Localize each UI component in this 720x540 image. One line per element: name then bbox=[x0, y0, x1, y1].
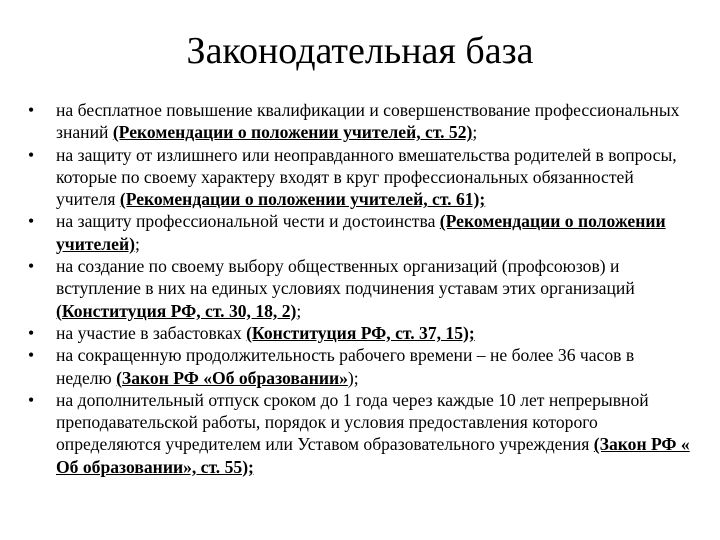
item-text: на создание по своему выбору общественных организаций (профсоюзов) и вступление в них на единых условиях подчинения уставам этих организаций bbox=[56, 256, 635, 299]
item-tail: ); bbox=[347, 367, 359, 388]
rights-list bbox=[28, 99, 690, 478]
bullet-icon: • bbox=[28, 345, 35, 366]
bullet-icon: • bbox=[28, 100, 35, 120]
legal-reference: (Рекомендации о положении учителей, ст. 61); bbox=[119, 189, 486, 210]
bullet-icon: • bbox=[28, 144, 35, 165]
legal-reference: (Конституция РФ, ст. 30, 18, 2) bbox=[56, 300, 297, 321]
page-title: Законодательная база bbox=[186, 30, 534, 72]
bullet-icon: • bbox=[28, 256, 35, 277]
item-text: на защиту профессиональной чести и достоинства bbox=[56, 211, 440, 232]
list-item bbox=[28, 210, 690, 255]
list-item bbox=[28, 344, 690, 389]
list-item bbox=[28, 322, 690, 344]
list-item bbox=[28, 389, 690, 478]
legal-reference: (Закон РФ « Об образовании», ст. 55); bbox=[56, 434, 690, 477]
item-text: на защиту от излишнего или неоправданного вмешательства родителей в вопросы, которые по своему характеру входят в круг профессиональных обязанностей учителя bbox=[56, 144, 677, 210]
legal-reference: (Закон РФ «Об образовании» bbox=[116, 367, 348, 388]
item-tail: ; bbox=[296, 300, 302, 321]
item-text: на бесплатное повышение квалификации и совершенствование профессиональных знаний bbox=[56, 100, 680, 143]
item-tail: ; bbox=[472, 122, 478, 143]
list-item bbox=[28, 144, 690, 211]
item-text: на участие в забастовках bbox=[56, 322, 247, 343]
item-text: на сокращенную продолжительность рабочего времени – не более 36 часов в неделю bbox=[56, 345, 635, 388]
legal-reference: (Рекомендации о положении учителей, ст. 52) bbox=[112, 122, 473, 143]
list-item bbox=[28, 99, 690, 144]
list-item bbox=[28, 255, 690, 322]
legal-reference: (Рекомендации о положении учителей) bbox=[56, 211, 666, 254]
legal-reference: (Конституция РФ, ст. 37, 15); bbox=[246, 322, 475, 343]
bullet-icon: • bbox=[28, 389, 35, 410]
bullet-icon: • bbox=[28, 322, 35, 343]
item-tail: ; bbox=[134, 233, 140, 254]
item-text: на дополнительный отпуск сроком до 1 года через каждые 10 лет непрерывной преподавательской работы, порядок и условия предоставления которого определяются учредителем или Уставом образовательного учреждения bbox=[56, 389, 649, 455]
bullet-icon: • bbox=[28, 211, 35, 232]
